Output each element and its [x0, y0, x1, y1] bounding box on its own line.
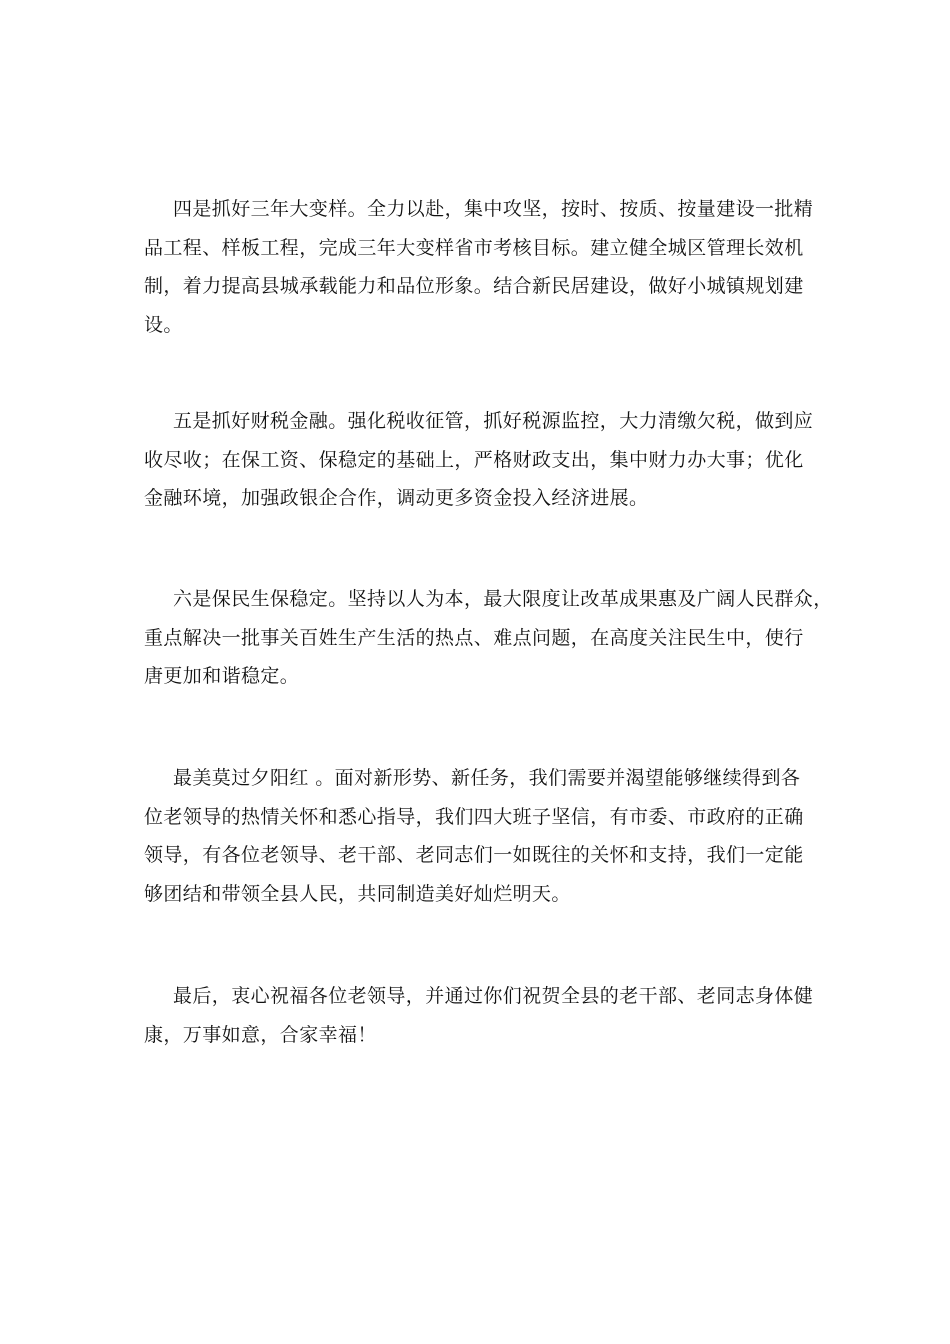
- paragraph-finance: [144, 402, 816, 518]
- paragraph-line: 制，着力提高县城承载能力和品位形象。结合新民居建设，做好小城镇规划建: [144, 275, 804, 297]
- paragraph-line: 五是抓好财税金融。强化税收征管，抓好税源监控，大力清缴欠税，做到应: [173, 410, 814, 432]
- paragraph-line: 唐更加和谐稳定。: [144, 665, 300, 687]
- paragraph-line: 六是保民生保稳定。坚持以人为本，最大限度让改革成果惠及广阔人民群众，: [173, 588, 833, 610]
- paragraph-line: 四是抓好三年大变样。全力以赴，集中攻坚，按时、按质、按量建设一批精: [173, 198, 814, 220]
- paragraph-outlook: [144, 759, 816, 913]
- paragraph-line: 收尽收；在保工资、保稳定的基础上，严格财政支出，集中财力办大事；优化: [144, 448, 804, 471]
- paragraph-line: 重点解决一批事关百姓生产生活的热点、难点问题，在高度关注民生中，使行: [144, 626, 804, 649]
- paragraph-line: 最后，衷心祝福各位老领导，并通过你们祝贺全县的老干部、老同志身体健: [173, 985, 814, 1007]
- paragraph-livelihood: [144, 580, 833, 696]
- paragraph-line: 领导，有各位老领导、老干部、老同志们一如既往的关怀和支持，我们一定能: [144, 844, 804, 866]
- paragraph-line: 康，万事如意，合家幸福！: [144, 1023, 377, 1046]
- paragraph-line: 最美莫过夕阳红 。面对新形势、新任务，我们需要并渴望能够继续得到各: [173, 767, 801, 789]
- paragraph-infrastructure: [144, 190, 816, 344]
- paragraph-line: 设。: [144, 313, 183, 336]
- paragraph-line: 金融环境，加强政银企合作，调动更多资金投入经济进展。: [144, 487, 649, 509]
- paragraph-line: 位老领导的热情关怀和悉心指导，我们四大班子坚信，有市委、市政府的正确: [144, 805, 804, 828]
- paragraph-closing: [144, 977, 816, 1054]
- paragraph-line: 够团结和带领全县人民，共同制造美好灿烂明天。: [144, 882, 571, 905]
- paragraph-line: 品工程、样板工程，完成三年大变样省市考核目标。建立健全城区管理长效机: [144, 236, 804, 259]
